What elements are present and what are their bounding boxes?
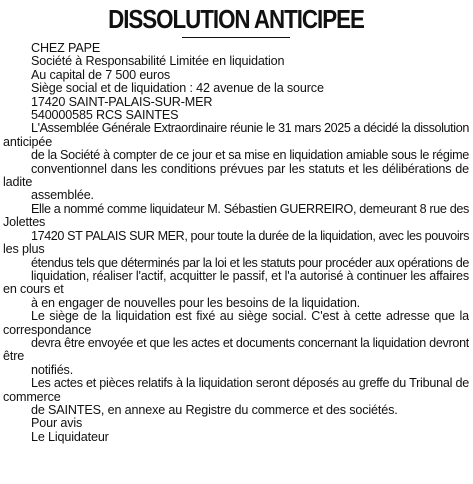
paragraph-continuation: correspondance — [3, 323, 92, 337]
company-seat: Siège social et de liquidation : 42 avenue de la source — [31, 82, 324, 96]
paragraph-line: devra être envoyée et que les actes et documents concernant la liquidation devront — [31, 336, 469, 350]
paragraph-continuation: ladite — [3, 176, 33, 190]
paragraph-line: notifiés. — [31, 363, 74, 377]
paragraph-line: Les actes et pièces relatifs à la liquidation seront déposés au greffe du Tribunal de — [31, 377, 469, 391]
paragraph-continuation: les plus — [3, 243, 45, 257]
company-city: 17420 SAINT-PALAIS-SUR-MER — [31, 95, 213, 109]
paragraph-line: Elle a nommé comme liquidateur M. Sébastien GUERREIRO, demeurant 8 rue des — [31, 202, 469, 216]
paragraph-line: assemblée. — [31, 189, 94, 203]
notice-title: DISSOLUTION ANTICIPEE — [108, 4, 364, 34]
paragraph-continuation: commerce — [3, 390, 61, 404]
title-underline — [182, 37, 290, 38]
paragraph-continuation: être — [3, 350, 25, 364]
paragraph-line: de la Société à compter de ce jour et sa mise en liquidation amiable sous le régime — [31, 149, 469, 163]
paragraph-line: 17420 ST PALAIS SUR MER, pour toute la durée de la liquidation, avec les pouvoirs — [31, 229, 469, 243]
paragraph-continuation: en cours et — [3, 283, 64, 297]
paragraph-line: de SAINTES, en annexe au Registre du commerce et des sociétés. — [31, 403, 398, 417]
closing-pour-avis: Pour avis — [31, 417, 83, 431]
paragraph-line: conventionnel dans les conditions prévues par les statuts et les délibérations de — [31, 162, 469, 176]
paragraph-continuation: anticipée — [3, 135, 53, 149]
closing-signatory: Le Liquidateur — [31, 430, 109, 444]
paragraph-line: Le siège de la liquidation est fixé au siège social. C'est à cette adresse que la — [31, 310, 469, 324]
paragraph-line: liquidation, réaliser l'actif, acquitter le passif, et l'a autorisé à continuer les affaires — [31, 269, 469, 283]
notice-body — [3, 42, 469, 444]
paragraph-line: étendus tels que déterminés par la loi et les statuts pour procéder aux opérations de — [31, 256, 469, 270]
paragraph-continuation: Jolettes — [3, 216, 46, 230]
paragraph-line: à en engager de nouvelles pour les besoins de la liquidation. — [31, 296, 361, 310]
company-capital: Au capital de 7 500 euros — [31, 68, 171, 82]
company-rcs: 540000585 RCS SAINTES — [31, 109, 179, 123]
company-name: CHEZ PAPE — [31, 42, 101, 55]
paragraph-line: L'Assemblée Générale Extraordinaire réunie le 31 mars 2025 a décidé la dissolution — [31, 122, 469, 136]
company-form: Société à Responsabilité Limitée en liquidation — [31, 55, 285, 69]
